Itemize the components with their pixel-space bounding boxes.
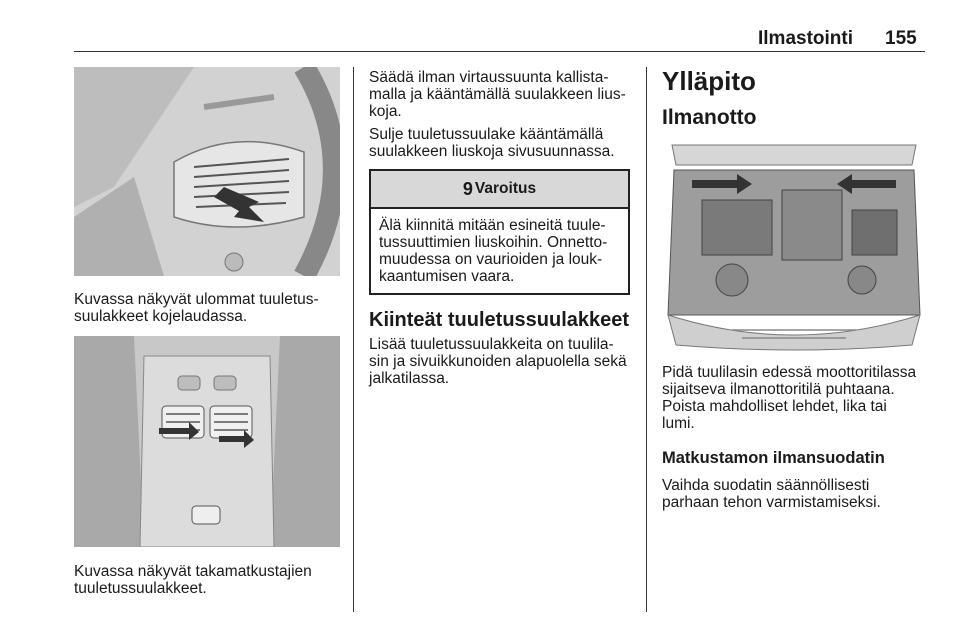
engine-bay-illustration [662,140,926,351]
header-rule [74,51,925,52]
paragraph-air-intake: Pidä tuulilasin edessä moottoritilassa sijaitseva ilmanottoritilä puhtaana. Poista mahdolliset lehdet, lika tai lumi. [662,364,917,432]
heading-cabin-filter: Matkustamon ilmansuodatin [662,449,885,467]
heading-fixed-vents: Kiinteät tuuletussuulakkeet [369,309,630,331]
page-number: 155 [885,28,917,49]
caption-dashboard-vents: Kuvassa näkyvät ulommat tuuletus- suulakkeet kojelaudassa. [74,291,319,325]
warning-icon: 9 [462,178,473,199]
rear-vents-illustration [74,336,340,547]
paragraph-close-vent: Sulje tuuletussuulake kääntämällä suulakkeen liuskoja sivusuunnassa. [369,126,615,160]
warning-header [371,171,628,209]
paragraph-adjust-airflow: Säädä ilman virtaussuunta kallista- malla ja kääntämällä suulakkeen lius- koja. [369,69,626,120]
warning-title: Varoitus [474,180,537,197]
warning-text: Älä kiinnitä mitään esineitä tuule- tussuuttimien liuskoihin. Onnetto- muudessa on vaurioiden ja louk- kaantumisen vaara. [379,217,608,285]
paragraph-cabin-filter: Vaihda suodatin säännöllisesti parhaan tehon varmistamiseksi. [662,477,881,511]
caption-rear-vents: Kuvassa näkyvät takamatkustajien tuuletussuulakkeet. [74,563,312,597]
dashboard-vent-illustration [74,67,340,276]
column-divider-left [353,67,354,612]
warning-box [369,169,630,295]
running-header-title: Ilmastointi [758,28,854,49]
column-divider-right [646,67,647,612]
heading-air-intake: Ilmanotto [662,106,757,129]
heading-maintenance: Ylläpito [662,66,756,96]
paragraph-fixed-vents: Lisää tuuletussuulakkeita on tuulila- sin ja sivuikkunoiden alapuolella sekä jalkatilassa. [369,336,627,387]
